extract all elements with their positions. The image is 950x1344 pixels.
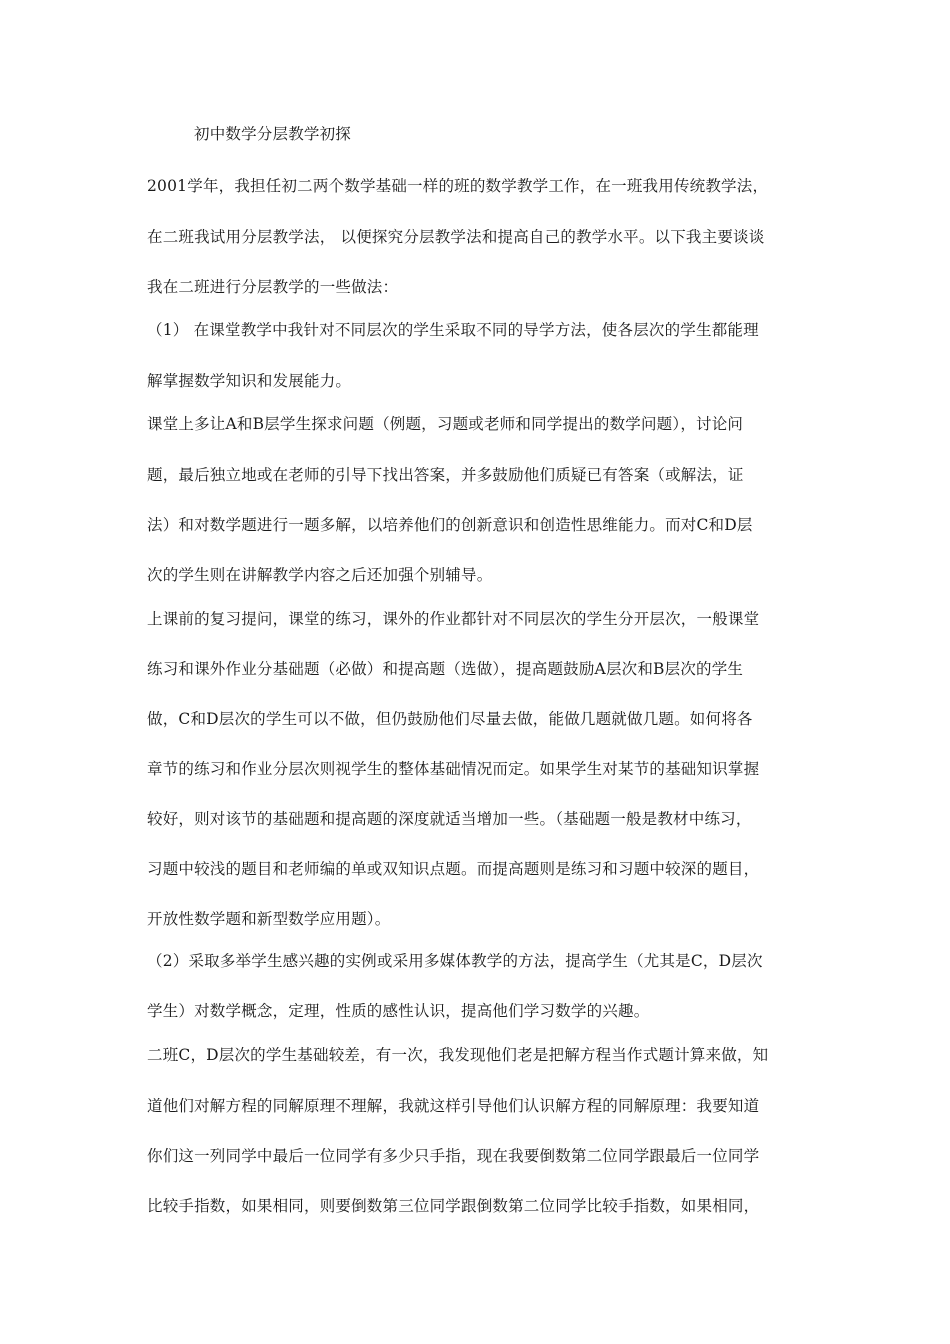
paragraph-line: （2）采取多举学生感兴趣的实例或采用多媒体教学的方法，提高学生（尤其是C，D层次 — [147, 952, 763, 970]
paragraph-line: 上课前的复习提问，课堂的练习，课外的作业都针对不同层次的学生分开层次，一般课堂 — [147, 610, 760, 628]
paragraph-line: 学生）对数学概念，定理，性质的感性认识，提高他们学习数学的兴趣。 — [147, 1002, 650, 1020]
paragraph-line: 题，最后独立地或在老师的引导下找出答案，并多鼓励他们质疑已有答案（或解法，证 — [147, 466, 744, 484]
paragraph-line: 做，C和D层次的学生可以不做，但仍鼓励他们尽量去做，能做几题就做几题。如何将各 — [147, 710, 753, 728]
document-title: 初中数学分层教学初探 — [194, 125, 352, 143]
paragraph-line: （1） 在课堂教学中我针对不同层次的学生采取不同的导学方法，使各层次的学生都能理 — [147, 321, 759, 339]
paragraph-line: 我在二班进行分层教学的一些做法： — [147, 278, 399, 296]
paragraph-line: 习题中较浅的题目和老师编的单或双知识点题。而提高题则是练习和习题中较深的题目， — [147, 860, 760, 878]
paragraph-line: 次的学生则在讲解教学内容之后还加强个别辅导。 — [147, 566, 493, 584]
paragraph-line: 练习和课外作业分基础题（必做）和提高题（选做），提高题鼓励A层次和B层次的学生 — [147, 660, 744, 678]
paragraph-line: 课堂上多让A和B层学生探求问题（例题，习题或老师和同学提出的数学问题），讨论问 — [147, 415, 744, 433]
paragraph-line: 较好，则对该节的基础题和提高题的深度就适当增加一些。（基础题一般是教材中练习， — [147, 810, 752, 828]
paragraph-line: 比较手指数，如果相同，则要倒数第三位同学跟倒数第二位同学比较手指数，如果相同， — [147, 1197, 760, 1215]
paragraph-line: 解掌握数学知识和发展能力。 — [147, 372, 352, 390]
paragraph-line: 章节的练习和作业分层次则视学生的整体基础情况而定。如果学生对某节的基础知识掌握 — [147, 760, 760, 778]
paragraph-line: 你们这一列同学中最后一位同学有多少只手指，现在我要倒数第二位同学跟最后一位同学 — [147, 1147, 760, 1165]
paragraph-line: 法）和对数学题进行一题多解，以培养他们的创新意识和创造性思维能力。而对C和D层 — [147, 516, 753, 534]
paragraph-line: 道他们对解方程的同解原理不理解，我就这样引导他们认识解方程的同解原理：我要知道 — [147, 1097, 760, 1115]
paragraph-line: 在二班我试用分层教学法， 以便探究分层教学法和提高自己的教学水平。以下我主要谈谈 — [147, 228, 765, 246]
paragraph-line: 开放性数学题和新型数学应用题）。 — [147, 910, 391, 928]
paragraph-line: 二班C，D层次的学生基础较差，有一次，我发现他们老是把解方程当作式题计算来做，知 — [147, 1046, 769, 1064]
paragraph-line: 2001学年，我担任初二两个数学基础一样的班的数学教学工作，在一班我用传统教学法， — [147, 177, 769, 195]
